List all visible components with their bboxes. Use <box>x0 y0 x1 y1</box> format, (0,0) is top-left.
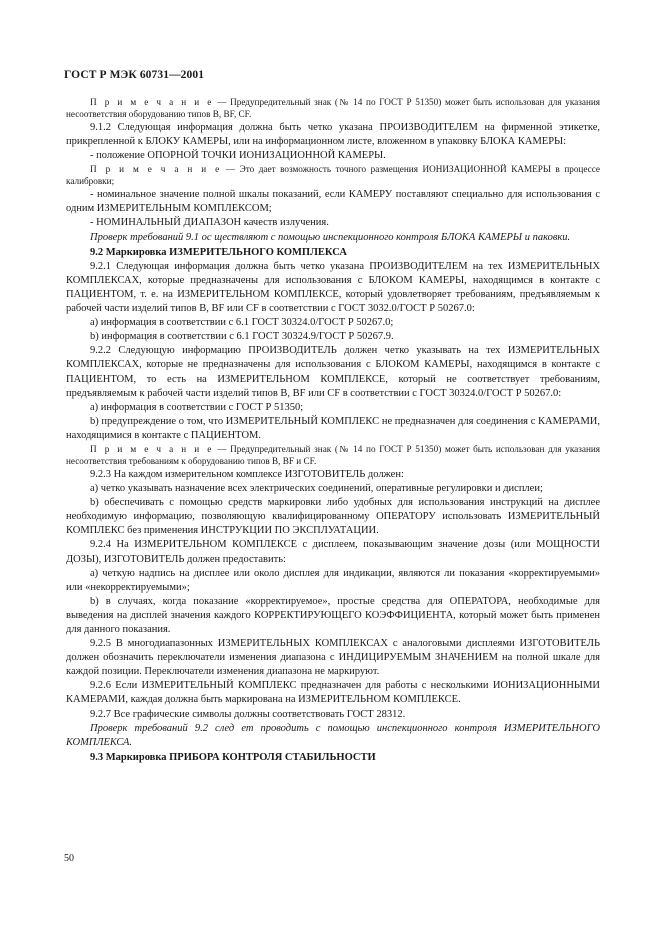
list-item: а) информация в соответствии с ГОСТ Р 51350; <box>90 401 304 413</box>
note-paragraph <box>66 443 600 467</box>
note-lead: П р и м е ч а н и е <box>90 443 214 454</box>
document-header: ГОСТ Р МЭК 60731—2001 <box>64 69 205 81</box>
note-paragraph <box>66 163 600 187</box>
note-text: — Предупредительный знак (№ 14 по ГОСТ Р 51350) может быть использован для указания несоответствия требованиям к оборудованию типов В, BF и CF. <box>66 443 601 466</box>
verification-note: Проверк требований 9.2 след ет проводить с помощью инспекционного контроля ИЗМЕРИТЕЛЬНОГО КОМПЛЕКСА. <box>66 722 600 748</box>
document-body <box>66 96 600 765</box>
list-item: b) предупреждение о том, что ИЗМЕРИТЕЛЬНЫЙ КОМПЛЕКС не предназначен для соединения с КАМЕРАМИ, находящимися в контакте с ПАЦИЕНТОМ. <box>66 415 600 441</box>
paragraph-9-2-4: 9.2.4 На ИЗМЕРИТЕЛЬНОМ КОМПЛЕКСЕ с дисплеем, показывающим значение дозы (или МОЩНОСТИ ДОЗЫ), ИЗГОТОВИТЕЛЬ должен предоставить: <box>66 539 600 565</box>
note-paragraph <box>66 96 600 120</box>
list-item: а) четко указывать назначение всех электрических соединений, оперативные регулировки и дисплеи; <box>90 483 543 495</box>
list-item: - НОМИНАЛЬНЫЙ ДИАПАЗОН качеств излучения. <box>90 217 329 229</box>
paragraph-9-2-6: 9.2.6 Если ИЗМЕРИТЕЛЬНЫЙ КОМПЛЕКС предназначен для работы с несколькими ИОНИЗАЦИОННЫМИ КАМЕРАМИ, каждая должна быть маркирована на ИЗМЕРИТЕЛЬНОМ КОМПЛЕКСЕ. <box>66 680 600 706</box>
paragraph-9-2-7: 9.2.7 Все графические символы должны соответствовать ГОСТ 28312. <box>90 708 406 720</box>
verification-note: Проверк требований 9.1 ос ществляют с помощью инспекционного контроля БЛОКА КАМЕРЫ и паковки. <box>90 231 571 243</box>
list-item: - номинальное значение полной шкалы показаний, если КАМЕРУ поставляют специально для использования с одним ИЗМЕРИТЕЛЬНЫМ КОМПЛЕКСОМ; <box>66 189 600 215</box>
paragraph-9-2-1: 9.2.1 Следующая информация должна быть четко указана ПРОИЗВОДИТЕЛЕМ на тех ИЗМЕРИТЕЛЬНЫХ КОМПЛЕКСАХ, которые предназначены для использования с БЛОКОМ КАМЕРЫ, находящимся в контакте с ПАЦИЕНТОМ, т. е. на ИЗМЕРИТЕЛЬНОМ КОМПЛЕКСЕ, который удовлетворяет требованиям, предъявляемым к рабочей части изделий типов В, BF или CF в соответствии с ГОСТ 3032.0/ГОСТ Р 50267.0: <box>66 260 600 315</box>
list-item: b) обеспечивать с помощью средств маркировки либо удобных для использования инструкций на дисплее необходимую информацию, позволяющую квалифицированному ОПЕРАТОРУ использовать ИЗМЕРИТЕЛЬНЫЙ КОМПЛЕКС без применения ИНСТРУКЦИИ ПО ЭКСПЛУАТАЦИИ. <box>66 497 600 537</box>
note-lead: П р и м е ч а н и е <box>90 164 222 175</box>
section-heading-9-3: 9.3 Маркировка ПРИБОРА КОНТРОЛЯ СТАБИЛЬНОСТИ <box>90 751 376 763</box>
list-item: - положение ОПОРНОЙ ТОЧКИ ИОНИЗАЦИОННОЙ КАМЕРЫ. <box>90 150 386 162</box>
list-item: а) четкую надпись на дисплее или около дисплея для индикации, являются ли показания «корректируемыми» или «некорректируемыми»; <box>66 567 600 593</box>
page-number: 50 <box>64 853 74 864</box>
paragraph-9-2-5: 9.2.5 В многодиапазонных ИЗМЕРИТЕЛЬНЫХ КОМПЛЕКСАХ с аналоговыми дисплеями ИЗГОТОВИТЕЛЬ должен обозначить переключатели изменения диапазона с ИНДИЦИРУЕМЫМ ЗНАЧЕНИЕМ на полной шкале для каждой позиции. Переключатели изменения диапазона не маркируют. <box>66 638 600 678</box>
list-item: b) в случаях, когда показание «корректируемое», простые средства для ОПЕРАТОРА, необходимые для выведения на дисплей значения каждого КОРРЕКТИРУЮЩЕГО КОЭФФИЦИЕНТА, который может быть применен для данного показания. <box>66 595 600 635</box>
list-item: а) информация в соответствии с 6.1 ГОСТ 30324.0/ГОСТ Р 50267.0; <box>90 317 394 329</box>
paragraph-9-2-2: 9.2.2 Следующую информацию ПРОИЗВОДИТЕЛЬ должен четко указывать на тех ИЗМЕРИТЕЛЬНЫХ КОМПЛЕКСАХ, которые не предназначены для использования с БЛОКОМ КАМЕРЫ, находящимся в контакте с ПАЦИЕНТОМ, то есть на ИЗМЕРИТЕЛЬНОМ КОМПЛЕКСЕ, который не соответствует требованиям, предъявляемым к рабочей части изделий типов В, BF или CF в соответствии с ГОСТ 30324.0/ГОСТ Р 50267.0: <box>66 345 600 399</box>
paragraph-9-2-3: 9.2.3 На каждом измерительном комплексе ИЗГОТОВИТЕЛЬ должен: <box>90 468 404 480</box>
list-item: b) информация в соответствии с 6.1 ГОСТ 30324.9/ГОСТ Р 50267.9. <box>90 331 394 343</box>
section-heading-9-2: 9.2 Маркировка ИЗМЕРИТЕЛЬНОГО КОМПЛЕКСА <box>90 246 347 258</box>
note-text: — Это дает возможность точного размещения ИОНИЗАЦИОННОЙ КАМЕРЫ в процессе калибровки; <box>66 164 600 187</box>
paragraph-9-1-2: 9.1.2 Следующая информация должна быть четко указана ПРОИЗВОДИТЕЛЕМ на фирменной этикетке, прикрепленной к БЛОКУ КАМЕРЫ, или на информационном листе, вложенном в упаковку БЛОКА КАМЕРЫ: <box>66 122 600 148</box>
note-text: — Предупредительный знак (№ 14 по ГОСТ Р 51350) может быть использован для указания несоответствия оборудованию типов В, BF, CF. <box>66 97 601 119</box>
note-lead: П р и м е ч а н и е <box>90 97 214 107</box>
